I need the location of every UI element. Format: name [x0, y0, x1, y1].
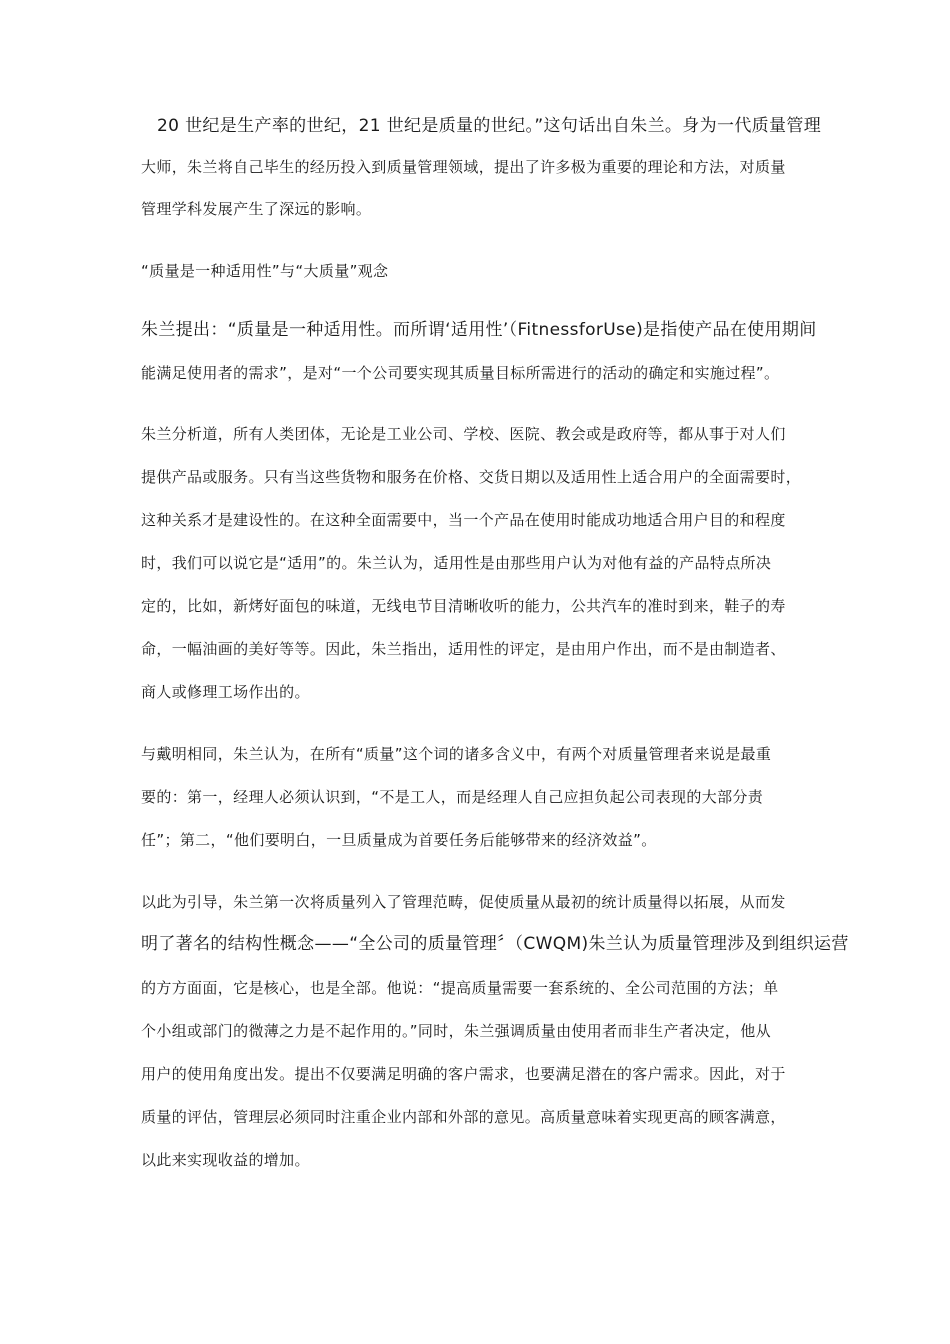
text-line: 这种关系才是建设性的。在这种全面需要中，当一个产品在使用时能成功地适合用户目的和程度	[141, 511, 786, 529]
text-line: 个小组或部门的微薄之力是不起作用的。”同时，朱兰强调质量由使用者而非生产者决定，他从	[141, 1022, 771, 1040]
text-line: 任”；第二，“他们要明白，一旦质量成为首要任务后能够带来的经济效益”。	[141, 831, 657, 849]
text-line: 朱兰分析道，所有人类团体，无论是工业公司、学校、医院、教会或是政府等，都从事于对人们	[141, 425, 786, 443]
text-line: 能满足使用者的需求”，是对“一个公司要实现其质量目标所需进行的活动的确定和实施过程”。	[141, 364, 780, 382]
text-line: 朱兰提出：“质量是一种适用性。而所谓‘适用性’（FitnessforUse)是指使产品在使用期间	[141, 320, 817, 340]
text-line: 与戴明相同，朱兰认为，在所有“质量”这个词的诸多含义中，有两个对质量管理者来说是最重	[141, 745, 772, 763]
text-line: 的方方面面，它是核心，也是全部。他说：“提高质量需要一套系统的、全公司范围的方法；单	[141, 979, 779, 997]
text-line: 明了著名的结构性概念——“全公司的质量管理〞（CWQM)朱兰认为质量管理涉及到组织运营	[141, 934, 849, 954]
text-line: 以此来实现收益的增加。	[141, 1151, 310, 1169]
text-line: 命，一幅油画的美好等等。因此，朱兰指出，适用性的评定，是由用户作出，而不是由制造者、	[141, 640, 786, 658]
text-line: 20 世纪是生产率的世纪，21 世纪是质量的世纪。”这句话出自朱兰。身为一代质量管理	[157, 116, 822, 136]
text-line: 用户的使用角度出发。提出不仅要满足明确的客户需求，也要满足潜在的客户需求。因此，对于	[141, 1065, 786, 1083]
text-line: 定的，比如，新烤好面包的味道，无线电节目清晰收听的能力，公共汽车的准时到来，鞋子的寿	[141, 597, 786, 615]
text-line: 要的：第一，经理人必须认识到，“不是工人，而是经理人自己应担负起公司表现的大部分责	[141, 788, 764, 806]
heading-line: “质量是一种适用性”与“大质量”观念	[141, 262, 389, 280]
text-line: 提供产品或服务。只有当这些货物和服务在价格、交货日期以及适用性上适合用户的全面需要时，	[141, 468, 802, 486]
text-line: 质量的评估，管理层必须同时注重企业内部和外部的意见。高质量意味着实现更高的顾客满意，	[141, 1108, 786, 1126]
text-line: 商人或修理工场作出的。	[141, 683, 310, 701]
text-line: 以此为引导，朱兰第一次将质量列入了管理范畴，促使质量从最初的统计质量得以拓展，从而发	[141, 893, 786, 911]
text-line: 时，我们可以说它是“适用”的。朱兰认为，适用性是由那些用户认为对他有益的产品特点所决	[141, 554, 772, 572]
text-line: 大师，朱兰将自己毕生的经历投入到质量管理领域，提出了许多极为重要的理论和方法，对质量	[141, 158, 786, 176]
text-line: 管理学科发展产生了深远的影响。	[141, 200, 372, 218]
